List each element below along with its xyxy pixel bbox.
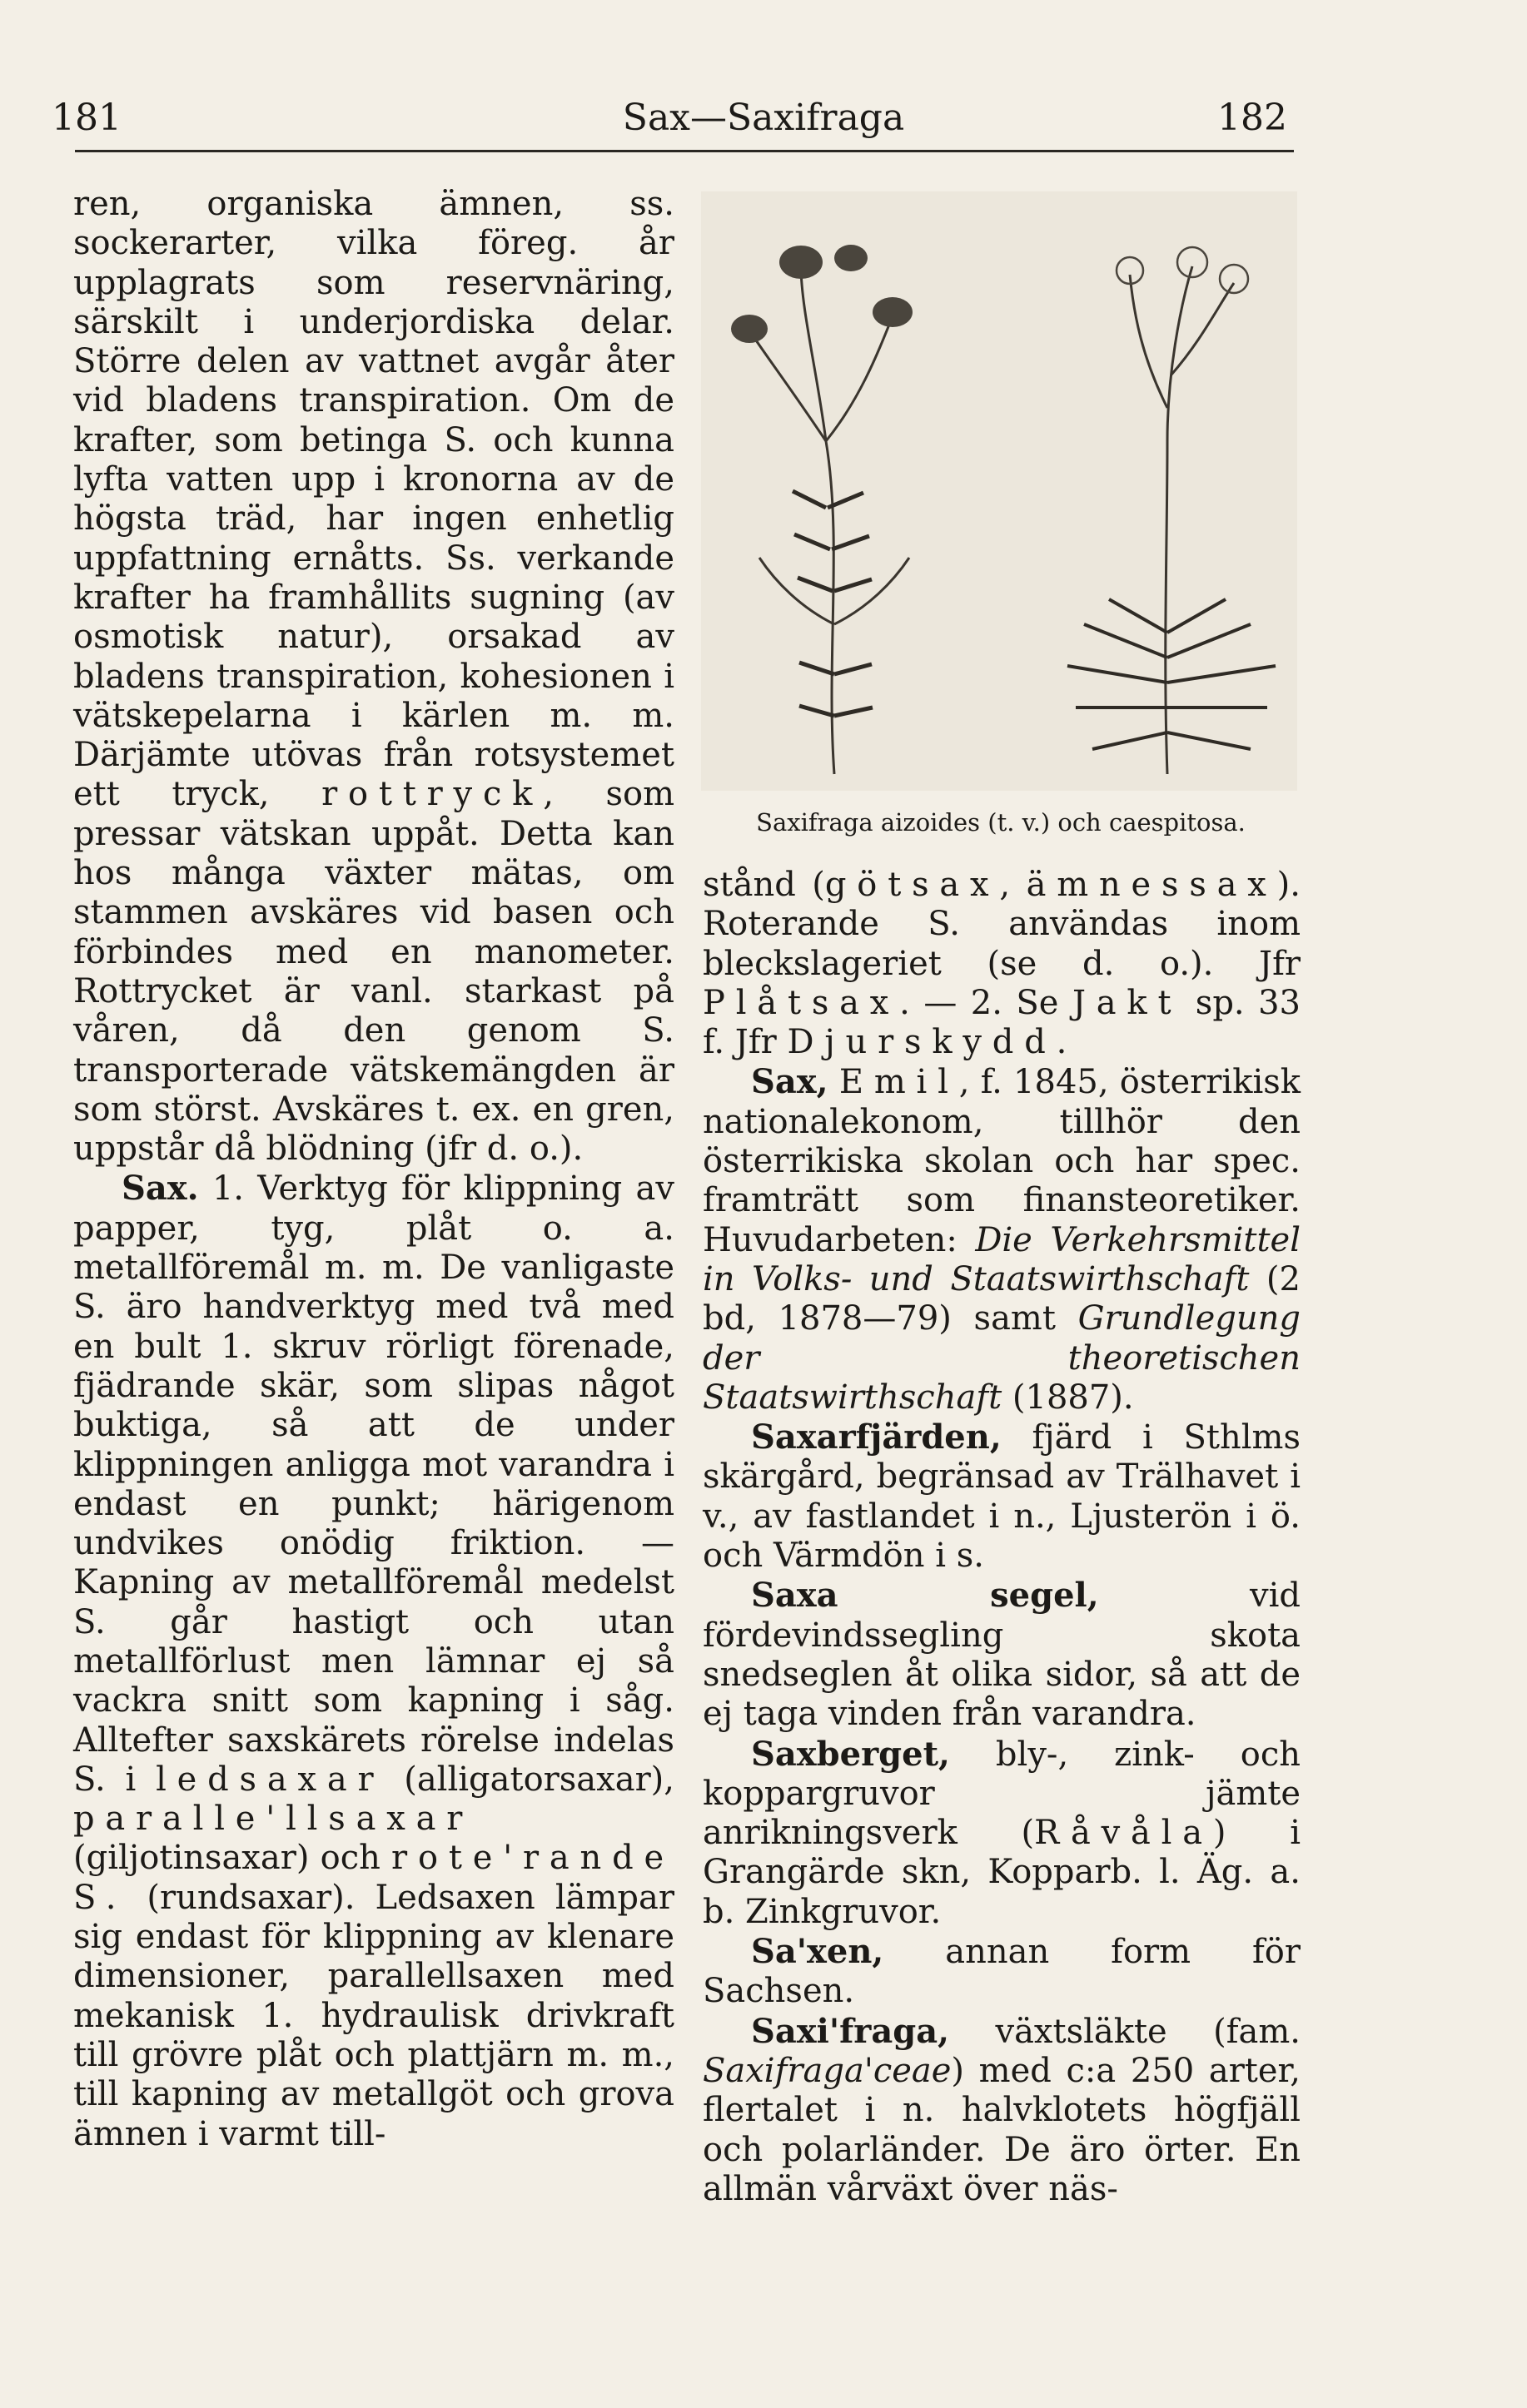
entry-saxarfjarden: Saxarfjärden, fjärd i Sthlms skärgård, begränsad av Trälhavet i v., av fastlandet i n., Ljusterön i ö. och Värmdön i s. bbox=[703, 1417, 1301, 1576]
entry-saxa-segel: Saxa segel, vid fördevindssegling skota snedseglen åt olika sidor, så att de ej taga vinden från varandra. bbox=[703, 1576, 1301, 1734]
left-column bbox=[73, 185, 674, 2154]
entry-sax: Sax. 1. Verktyg för klippning av papper, tyg, plåt o. a. metallföremål m. m. De vanligaste S. äro handverktyg med två med en bult 1. skruv rörligt förenade, fjädrande skär, som slipas något buktiga, så att de under klippningen anligga mot varandra i endast en punkt; härigenom undvikes onödig friktion. — Kapning av metallföremål medelst S. går hastigt och utan metallförlust men lämnar ej så vackra snitt som kapning i såg. Alltefter saxskärets rörelse indelas S. i ledsaxar (alligatorsaxar), paralle'llsaxar (giljotinsaxar) och rote'rande S. (rundsaxar). Ledsaxen lämpar sig endast för klippning av klenare dimensioner, parallellsaxen med mekanisk 1. hydraulisk drivkraft till grövre plåt och plattjärn m. m., till kapning av metallgöt och grova ämnen i varmt till- bbox=[73, 1169, 675, 2153]
paragraph-continuation: stånd (götsax, ämnessax). Roterande S. användas inom bleckslageriet (se d. o.). Jfr Plåtsax. — 2. Se Jakt sp. 33 f. Jfr Djurskydd. bbox=[703, 866, 1301, 1062]
entry-saxifraga: Saxi'fraga, växtsläkte (fam. Saxifraga'ceae) med c:a 250 arter, flertalet i n. halvklotets högfjäll och polarländer. De äro örter. En allmän vårväxt över näs- bbox=[703, 2011, 1301, 2208]
plant-drawing bbox=[701, 191, 1297, 791]
entry-headword: Saxi'fraga, bbox=[751, 2011, 950, 2051]
entry-headword: Sax. bbox=[122, 1169, 199, 1209]
entry-headword: Saxberget, bbox=[751, 1734, 950, 1774]
header-rule bbox=[75, 150, 1294, 152]
left-page-number: 181 bbox=[52, 97, 122, 139]
running-title: Sax—Saxifraga bbox=[622, 97, 905, 139]
entry-sax-emil: Sax, Emil, f. 1845, österrikisk nationalekonom, tillhör den österrikiska skolan och har spec. framträtt som finansteoretiker. Huvudarbeten: Die Verkehrsmittel in Volks- und Staatswirthschaft (2 bd, 1878—79) samt Grundlegung der theoretischen Staatswirthschaft (1887). bbox=[703, 1062, 1301, 1417]
entry-headword: Sax, bbox=[751, 1062, 828, 1102]
figure-caption: Saxifraga aizoides (t. v.) och caespitosa. bbox=[756, 808, 1246, 837]
entry-saxen: Sa'xen, annan form för Sachsen. bbox=[703, 1932, 1301, 2011]
right-column bbox=[703, 866, 1301, 2209]
entry-headword: Sa'xen, bbox=[751, 1932, 884, 1972]
entry-headword: Saxarfjärden, bbox=[751, 1417, 1002, 1457]
right-page-number: 182 bbox=[1217, 97, 1287, 139]
entry-headword: Saxa segel, bbox=[751, 1576, 1099, 1616]
entry-saxberget: Saxberget, bly-, zink- och koppargruvor jämte anrikningsverk (Råvåla) i Grangärde skn, Kopparb. l. Äg. a. b. Zinkgruvor. bbox=[703, 1734, 1301, 1931]
paragraph-sap-flow: ren, organiska ämnen, ss. sockerarter, vilka föreg. år upplagrats som reservnäring, särskilt i underjordiska delar. Större delen av vattnet avgår åter vid bladens transpiration. Om de krafter, som betinga S. och kunna lyfta vatten upp i kronorna av de högsta träd, har ingen enhetlig uppfattning ernåtts. Ss. verkande krafter ha framhållits sugning (av osmotisk natur), orsakad av bladens transpiration, kohesionen i vätskepelarna i kärlen m. m. Därjämte utövas från rotsystemet ett tryck, rottryck, som pressar vätskan uppåt. Detta kan hos många växter mätas, om stammen avskäres vid basen och förbindes med en manometer. Rottrycket är vanl. starkast på våren, då den genom S. transporterade vätskemängden är som störst. Avskäres t. ex. en gren, uppstår då blödning (jfr d. o.). bbox=[73, 185, 675, 1169]
saxifraga-illustration bbox=[701, 191, 1297, 841]
